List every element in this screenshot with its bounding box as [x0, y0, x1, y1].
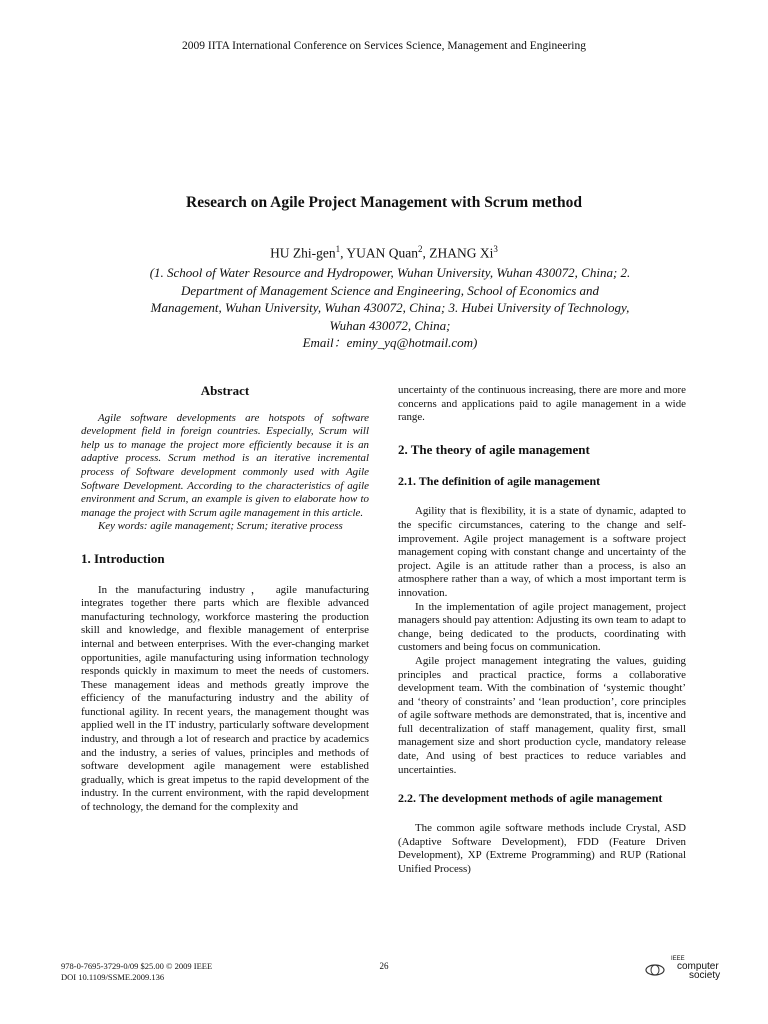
author-sup: 1	[335, 244, 341, 254]
abstract	[81, 412, 369, 534]
left-column	[81, 384, 369, 815]
doi-line: DOI 10.1109/SSME.2009.136	[61, 972, 165, 982]
author-name: YUAN Quan	[346, 245, 419, 261]
body-paragraph: Agile project management integrating the values, guiding principles and practical practice, forms a collaborative development team. With the combination of ‘systemic thought’ and ‘theory of constraints’ and ‘lean production’, core principles of agile software methods are demonstrated, that is, incentive and full decentralization of staff management, quality first, small management size and short production cycle, mandatory release date, And using of best practices to reduce variables and uncertainties.	[398, 654, 686, 776]
author-name: ZHANG Xi	[429, 245, 494, 261]
section-heading-introduction: 1. Introduction	[81, 550, 165, 566]
subsection-heading-methods: 2.2. The development methods of agile management	[398, 791, 663, 806]
intro-paragraph: In the manufacturing industry， agile manufacturing integrates together there parts which are flexible advanced manufacturing technology, workforce mastering the production skill and knowledge, and flexible management of enterprise internal and between enterprises. With the ever-changing market opportunities, agile manufacturing using information technology responds quickly in maximum to meet the needs of customers. These management ideas and methods greatly improve the efficiency of the manufacturing industry and the ability of functional agility. In recent years, the management thought was applied well in the IT industry, particularly software development industry, and through a lot of research and practice by academics and the industry, a series of values, principles and methods of software development agile management were established gradually, which is great impetus to the rapid development of the industry. In the current environment, with the rapid development of technology, the demand for the complexity and	[81, 583, 369, 814]
author-sup: 3	[493, 244, 498, 254]
abstract-text: Agile software developments are hotspots of software development field in foreign countries. Especially, Scrum will help us to manage the project more efficiently because it is an adaptive process. Scrum method is an iterative incremental process of Software development commonly used with Agile Software Development. According to the characteristics of agile environment and Scrum, an example is given to elaborate how to manage the project with Scrum agile management in this article.	[81, 411, 369, 519]
affiliation-line: (1. School of Water Resource and Hydropower, Wuhan University, Wuhan 430072, China; 2.	[149, 265, 631, 280]
page-number: 26	[379, 961, 389, 971]
logo-line1: computer	[677, 961, 719, 972]
body-paragraph: In the implementation of agile project management, project managers should pay attention: Adjusting its own team to adapt to change, being dedicated to the products, coordinating with customers and being focus on communication.	[398, 600, 686, 654]
section-heading-theory: 2. The theory of agile management	[398, 441, 590, 457]
isbn-line: 978-0-7695-3729-0/09 $25.00 © 2009 IEEE	[61, 961, 213, 971]
email-line: Email：eminy_yq@hotmail.com)	[302, 335, 478, 350]
affiliation-line: Wuhan 430072, China;	[329, 317, 451, 333]
affiliation-line: Management, Wuhan University, Wuhan 430072, China; 3. Hubei University of Technology,	[150, 300, 630, 315]
affiliations	[90, 264, 690, 352]
logo-line2: society	[689, 970, 721, 981]
author-name: HU Zhi-gen	[270, 245, 336, 261]
right-column	[398, 384, 686, 877]
paper-title: Research on Agile Project Management with Scrum method	[186, 194, 582, 211]
abstract-heading: Abstract	[200, 383, 250, 398]
affiliation-line: Department of Management Science and Engineering, School of Economics and	[180, 282, 600, 298]
conference-header: 2009 IITA International Conference on Services Science, Management and Engineering	[182, 40, 586, 52]
ieee-computer-society-logo	[645, 956, 721, 982]
keywords: Key words: agile management; Scrum; iterative process	[98, 520, 343, 533]
author-list: HU Zhi-gen$^1$, YUAN Quan$^2$, ZHANG Xi$^3$	[270, 244, 498, 261]
subsection-heading-definition: 2.1. The definition of agile management	[398, 474, 601, 489]
body-paragraph: The common agile software methods include Crystal, ASD (Adaptive Software Development), FDD (Feature Driven Development), XP (Extreme Programming) and RUP (Rational Unified Process)	[398, 822, 686, 876]
continuation-paragraph: uncertainty of the continuous increasing, there are more and more concerns and applications paid to agile management in a wide range.	[398, 384, 686, 424]
body-paragraph: Agility that is flexibility, it is a state of dynamic, adapted to the specific circumstances, catering to the change and self-improvement. Agile project management is a software project management coping with constant change and uncertainty of the project. Agile is an attitude rather than a process, is also an atmosphere rather than a way, of which a most important term is innovation.	[398, 505, 686, 599]
author-sup: 2	[418, 244, 423, 254]
logo-ieee-text: IEEE	[671, 956, 685, 962]
logo-text	[655, 962, 720, 980]
